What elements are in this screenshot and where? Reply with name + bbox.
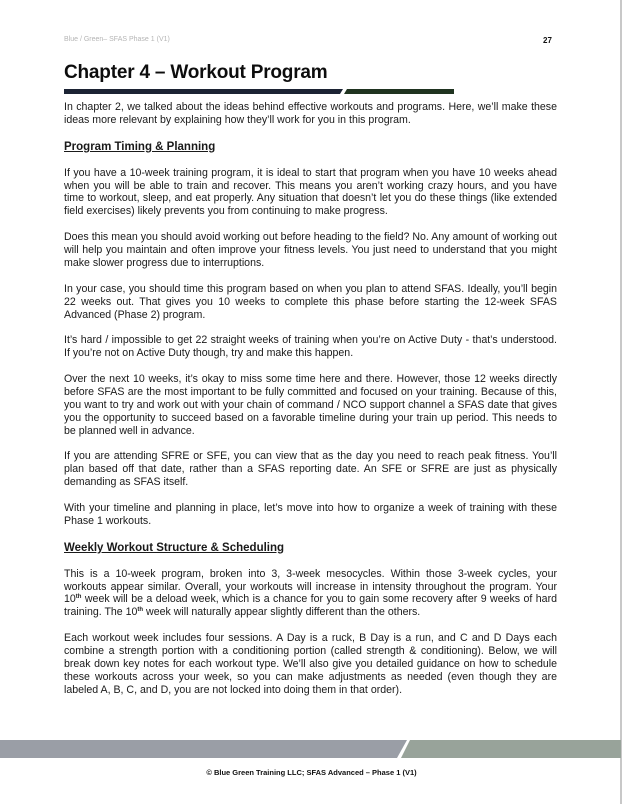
- page-edge: [620, 0, 622, 804]
- footer-copyright: © Blue Green Training LLC; SFAS Advanced – Phase 1 (V1): [206, 768, 417, 777]
- page-number: 27: [543, 36, 552, 45]
- paragraph: With your timeline and planning in place, let’s move into how to organize a week of training with these Phase 1 workouts.: [64, 502, 557, 527]
- paragraph: Over the next 10 weeks, it’s okay to miss some time here and there. However, those 12 weeks directly before SFAS are the most important to be fully committed and focused on your training. Because of this, you want to try and work out with your chain of command / NCO support channel a SFAS date that gives you the opportunity to succeed based on a favorable timeline during your train up period. This needs to be planned well in advance.: [64, 373, 557, 437]
- title-bar-navy-segment: [64, 89, 343, 94]
- footer-band-gray-segment: [0, 740, 407, 758]
- title-underline-bar: [64, 89, 454, 94]
- section-heading-timing: Program Timing & Planning: [64, 140, 216, 153]
- paragraph: It’s hard / impossible to get 22 straight weeks of training when you’re on Active Duty - that’s understood. If you’re not on Active Duty though, try and make this happen.: [64, 334, 557, 360]
- paragraph: If you have a 10-week training program, it is ideal to start that program when you have 10 weeks ahead when you will be able to train and recover. This means you aren’t working crazy hours, and you have time to workout, sleep, and eat properly. Any situation that doesn’t let you do these things (like extended field exercises) likely prevents you from continuing to make progress.: [64, 166, 557, 218]
- superscript: th: [75, 594, 82, 601]
- footer-band: [0, 740, 621, 758]
- paragraph-mesocycles: [64, 568, 557, 620]
- text-run: This is a 10-week program, broken into 3, 3-week mesocycles. Within those 3-week cycles, your workouts appear similar. Overall, your workouts will increase in intensity throughout the program. Your 10: [64, 567, 557, 606]
- paragraph: If you are attending SFRE or SFE, you can view that as the day you need to reach peak fitness. You’ll plan based off that date, rather than a SFAS reporting date. An SFE or SFRE are just as physically demanding as SFAS itself.: [64, 450, 557, 489]
- page-body: [64, 101, 557, 710]
- paragraph-sessions: Each workout week includes four sessions. A Day is a ruck, B Day is a run, and C and D Days each combine a strength portion with a conditioning portion (called strength & conditioning). Below, we will break down key notes for each workout type. We’ll also give you detailed guidance on how to schedule these workouts across your week, so you can make adjustments as needed (even though they are labeled A, B, C, and D, you are not locked into doing them in that order).: [64, 632, 557, 696]
- paragraph: Does this mean you should avoid working out before heading to the field? No. Any amount of working out will help you maintain and often improve your fitness levels. You just need to understand that you might make slower progress due to interruptions.: [64, 231, 557, 269]
- paragraph: In your case, you should time this program based on when you plan to attend SFAS. Ideally, you’ll begin 22 weeks out. That gives you 10 weeks to complete this phase before starting the 12-week SFAS Advanced (Phase 2) program.: [64, 282, 557, 321]
- chapter-title: Chapter 4 – Workout Program: [64, 62, 328, 83]
- text-run: week will naturally appear slightly different than the others.: [143, 606, 421, 619]
- running-head: Blue / Green– SFAS Phase 1 (V1): [64, 36, 170, 43]
- section-heading-weekly: Weekly Workout Structure & Scheduling: [64, 541, 285, 554]
- footer-band-green-segment: [401, 740, 621, 758]
- intro-paragraph: In chapter 2, we talked about the ideas behind effective workouts and programs. Here, we’ll make these ideas more relevant by explaining how they’ll work for you in this program.: [64, 101, 557, 126]
- title-bar-green-segment: [344, 89, 454, 94]
- superscript: th: [137, 607, 144, 614]
- text-run: week will be a deload week, which is a chance for you to gain some recovery after 9 weeks of hard training. The 10: [64, 593, 557, 619]
